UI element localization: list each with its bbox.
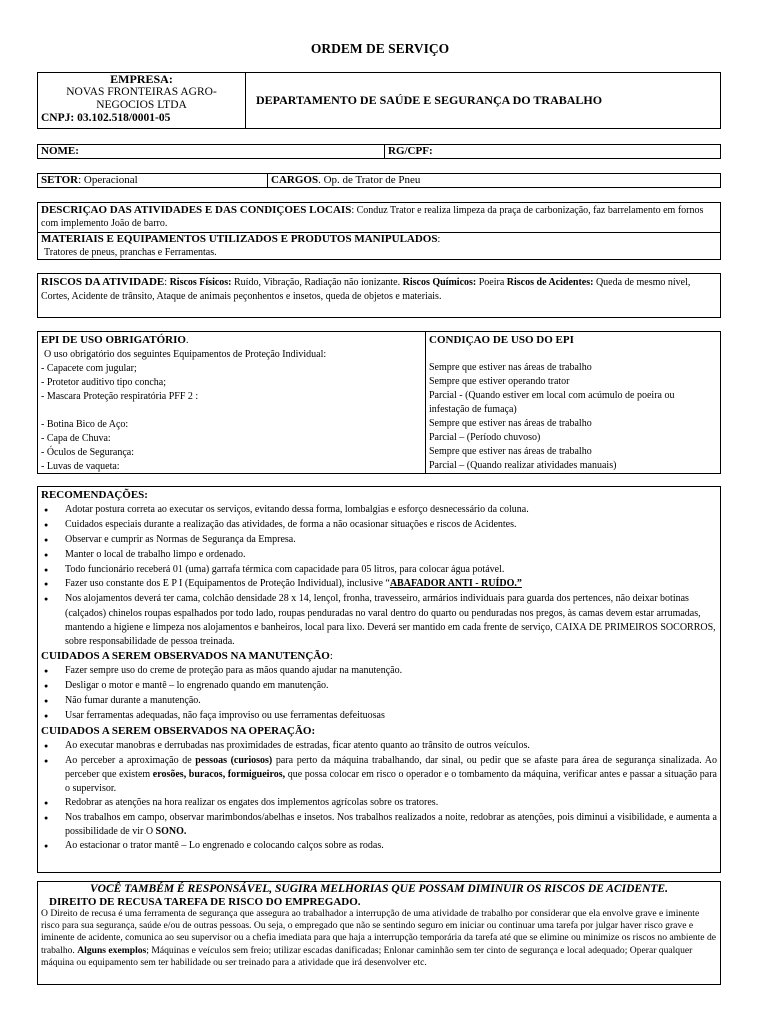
epi-list: EPI DE USO OBRIGATÓRIO. O uso obrigatório dos seguintes Equipamentos de Proteção Individual: - Capacete com jugular; - Protetor auditivo tipo concha; - Mascara Proteção respiratória PFF 2 : - Botina Bico de Aço: - Capa de Chuva: - Óculos de Segurança: - Luvas de vaqueta:: [38, 332, 425, 473]
epi-item: - Luvas de vaqueta:: [41, 461, 120, 472]
cargos-label: CARGOS: [271, 174, 319, 186]
operacao-text: Ao perceber a aproximação de: [65, 754, 196, 766]
page-title: ORDEM DE SERVIÇO: [310, 41, 450, 56]
recommendations-section: [37, 486, 721, 873]
epi-item: - Capacete com jugular;: [41, 363, 137, 374]
epi-condition: Parcial – (Quando realizar atividades manuais): [429, 460, 617, 471]
manutencao-list: [41, 664, 717, 724]
identity-row: [37, 144, 721, 159]
setor-label: SETOR: [41, 174, 79, 186]
list-item: ● Fazer sempre uso do creme de proteção para as mãos quando ajudar na manutenção.: [41, 664, 717, 679]
riscos-fisicos-label: Riscos Físicos:: [169, 277, 232, 288]
operacao-title: CUIDADOS A SEREM OBSERVADOS NA OPERAÇÃO:: [41, 724, 316, 737]
footer-section: [37, 881, 721, 985]
riscos-quimicos-text: Poeira: [476, 277, 507, 288]
list-item: ● Ao estacionar o trator mantê – Lo engrenado e colocando calços sobre as rodas.: [41, 839, 717, 854]
descricao-text: : Conduz Trator e realiza limpeza da praça de carbonização, faz barrelamento em fornos com implemento João de barro.: [41, 205, 704, 229]
riscos-acidentes-text: Queda de mesmo nível, Cortes, Acidente de trânsito, Ataque de animais peçonhentos e insetos, queda de objetos e materiais.: [41, 277, 691, 302]
epi-condition-title: CONDIÇAO DE USO DO EPI: [429, 334, 574, 346]
empresa-label: EMPRESA:: [110, 72, 173, 86]
list-item: [41, 754, 717, 797]
operacao-emphasis: erosões, buracos, formigueiros,: [152, 768, 286, 780]
operacao-text: Nos trabalhos em campo, observar marimbondos/abelhas e insetos. Nos trabalhos realizados a noite, redobrar as atenções, pois diminui a visibilidade, e aumenta a possibilidade de vir O: [65, 812, 717, 838]
activity-description: [37, 202, 721, 260]
descricao-label: DESCRIÇAO DAS ATIVIDADES E DAS CONDIÇOES LOCAIS: [41, 204, 352, 216]
list-item: ● Ao executar manobras e derrubadas nas proximidades de estradas, ficar atento quanto ao trânsito de outros veículos.: [41, 739, 717, 754]
operacao-text: para perto da máquina trabalhando, dar sinal, ou pedir que se afaste para área de segurança sinalizada. Ao perceber que existem: [65, 754, 718, 780]
recusa-emphasis: Alguns exemplos: [77, 944, 147, 956]
recusa-body: O Direito de recusa é uma ferramenta de segurança que assegura ao trabalhador a interrupção de uma atividade de trabalho por considerar que ela envolve grave e iminente risco para sua segurança, saúde e/ou de outras pessoas. Ou seja, o empregado que não se sentindo seguro em iniciar ou continuar uma tarefa por julgar haver risco grave e iminente de acidente, comunica ao seu supervisor ou a chefia imediata para que haja a interrupção temporária da tarefa até que se elimine ou minimize os riscos no ambiente de trabalho.: [41, 908, 717, 956]
epi-condition: Sempre que estiver nas áreas de trabalho: [429, 362, 592, 373]
epi-condition: Sempre que estiver operando trator: [429, 376, 570, 387]
riscos-acidentes-label: Riscos de Acidentes:: [506, 277, 594, 288]
recomendacoes-list: [41, 503, 717, 649]
manutencao-title: CUIDADOS A SEREM OBSERVADOS NA MANUTENÇÃO: [41, 650, 330, 663]
epi-condition: Parcial – (Período chuvoso): [429, 432, 541, 443]
epi-item: - Capa de Chuva:: [41, 433, 111, 444]
epi-item: - Protetor auditivo tipo concha;: [41, 377, 166, 388]
list-item: [41, 577, 717, 592]
materiais-suffix: :: [437, 234, 441, 245]
company-info: [38, 73, 245, 128]
epi-conditions: [425, 332, 720, 473]
materiais-label: MATERIAIS E EQUIPAMENTOS UTILIZADOS E PRODUTOS MANIPULADOS: [41, 233, 438, 245]
recomendacoes-title: RECOMENDAÇÕES:: [41, 489, 148, 501]
epi-table: [37, 331, 721, 474]
list-item: ● Desligar o motor e mantê – lo engrenado quando em manutenção.: [41, 679, 717, 694]
epi-condition: Sempre que estiver nas áreas de trabalho: [429, 418, 592, 429]
department-text: DEPARTAMENTO DE SAÚDE E SEGURANÇA DO TRABALHO: [256, 93, 603, 107]
list-item: ● Redobrar as atenções na hora realizar os engates dos implementos agrícolas sobre os tratores.: [41, 796, 717, 811]
recusa-text: [41, 908, 717, 969]
operacao-emphasis: pessoas (curiosos): [195, 754, 273, 766]
setor-row: [37, 173, 721, 188]
cnpj: CNPJ: 03.102.518/0001-05: [41, 112, 171, 124]
materiais-section: [38, 232, 720, 260]
setor-value: : Operacional: [78, 174, 138, 186]
recusa-body: ; Máquinas e veículos sem freio; utilizar escadas danificadas; Enlonar caminhão sem ter cinto de segurança e local adequado; Operar qualquer máquina ou equipamento sem ter habilidade ou ser treinado para a atividade que irá desenvolver etc.: [41, 944, 693, 968]
list-item: ● Não fumar durante a manutenção.: [41, 694, 717, 709]
epi-title: EPI DE USO OBRIGATÓRIO: [41, 334, 186, 346]
operacao-list: [41, 739, 717, 855]
riscos-fisicos-text: Ruído, Vibração, Radiação não ionizante.: [231, 277, 403, 288]
riscos-section: RISCOS DA ATIVIDADE: Riscos Físicos: Ruído, Vibração, Radiação não ionizante. Riscos Químicos: Poeira Riscos de Acidentes: Queda de mesmo nível, Cortes, Acidente de trânsito, Ataque de animais peçonhentos e insetos, queda de objetos e materiais.: [37, 273, 721, 318]
list-item: ● Observar e cumprir as Normas de Segurança da Empresa.: [41, 533, 717, 548]
epi-item: - Óculos de Segurança:: [41, 447, 135, 458]
epi-condition: Sempre que estiver nas áreas de trabalho: [429, 446, 592, 457]
riscos-label: RISCOS DA ATIVIDADE: [41, 276, 165, 288]
safety-slogan: VOCÊ TAMBÉM É RESPONSÁVEL, SUGIRA MELHORIAS QUE POSSAM DIMINUIR OS RISCOS DE ACIDENTE.: [90, 883, 668, 895]
epi-item: - Mascara Proteção respiratória PFF 2 :: [41, 391, 199, 402]
empresa-name: NOVAS FRONTEIRAS AGRO-NEGOCIOS LTDA: [66, 86, 217, 111]
list-item: ● Todo funcionário receberá 01 (uma) garrafa térmica com capacidade para 05 litros, para colocar água potável.: [41, 563, 717, 578]
list-item: ● Cuidados especiais durante a realização das atividades, de forma a não ocasionar situações e riscos de Acidentes.: [41, 518, 717, 533]
cargos-cell: [267, 174, 720, 187]
epi-usage-text: Fazer uso constante dos E P I (Equipamentos de Proteção Individual), inclusive “: [65, 578, 390, 590]
company-header: [37, 72, 721, 129]
list-item: [41, 811, 717, 839]
list-item: ● Nos alojamentos deverá ter cama, colchão densidade 28 x 14, lençol, fronha, travesseiro, armários individuais para guarda dos pertences, não deixar botinas (calçados) chinelos roupas espalhados por todo lado, roupas penduradas no varal dentro do quarto ou penduradas nos pregos, às camas devem estar arrumadas, mantendo a higiene e limpeza nos alojamentos e banheiros, local para lixo. Deverá ser mantido em cada frente de serviço, CAIXA DE PRIMEIROS SOCORROS, sobre responsabilidade de pessoa treinada.: [41, 592, 717, 649]
list-item: ● Usar ferramentas adequadas, não faça improviso ou use ferramentas defeituosas: [41, 709, 717, 724]
descricao-section: [38, 203, 720, 232]
epi-condition: Parcial - (Quando estiver em local com acúmulo de poeira ou infestação de fumaça): [429, 390, 675, 415]
list-item: ● Adotar postura correta ao executar os serviços, evitando dessa forma, lombalgias e esforço desnecessário da coluna.: [41, 503, 717, 518]
riscos-quimicos-label: Riscos Químicos:: [402, 277, 477, 288]
operacao-emphasis: SONO.: [155, 826, 187, 838]
operacao-text: que possa colocar em risco o operador e o tombamento da máquina, verificar antes e passar a situação para o supervisor.: [65, 768, 717, 794]
rg-cpf-field[interactable]: RG/CPF:: [384, 145, 720, 158]
department-title: [245, 73, 720, 128]
manutencao-suffix: :: [329, 650, 333, 663]
recusa-title: DIREITO DE RECUSA TAREFA DE RISCO DO EMPREGADO.: [49, 896, 361, 908]
cargos-value: . Op. de Trator de Pneu: [318, 174, 421, 186]
setor-cell: [38, 174, 267, 187]
epi-item: - Botina Bico de Aço:: [41, 419, 129, 430]
materiais-text: Tratores de pneus, pranchas e Ferramentas.: [44, 246, 217, 258]
nome-field[interactable]: NOME:: [41, 145, 79, 157]
abafador-emphasis: ABAFADOR ANTI - RUÍDO.”: [389, 578, 522, 590]
list-item: ● Manter o local de trabalho limpo e ordenado.: [41, 548, 717, 563]
epi-intro: O uso obrigatório dos seguintes Equipamentos de Proteção Individual:: [44, 349, 327, 360]
